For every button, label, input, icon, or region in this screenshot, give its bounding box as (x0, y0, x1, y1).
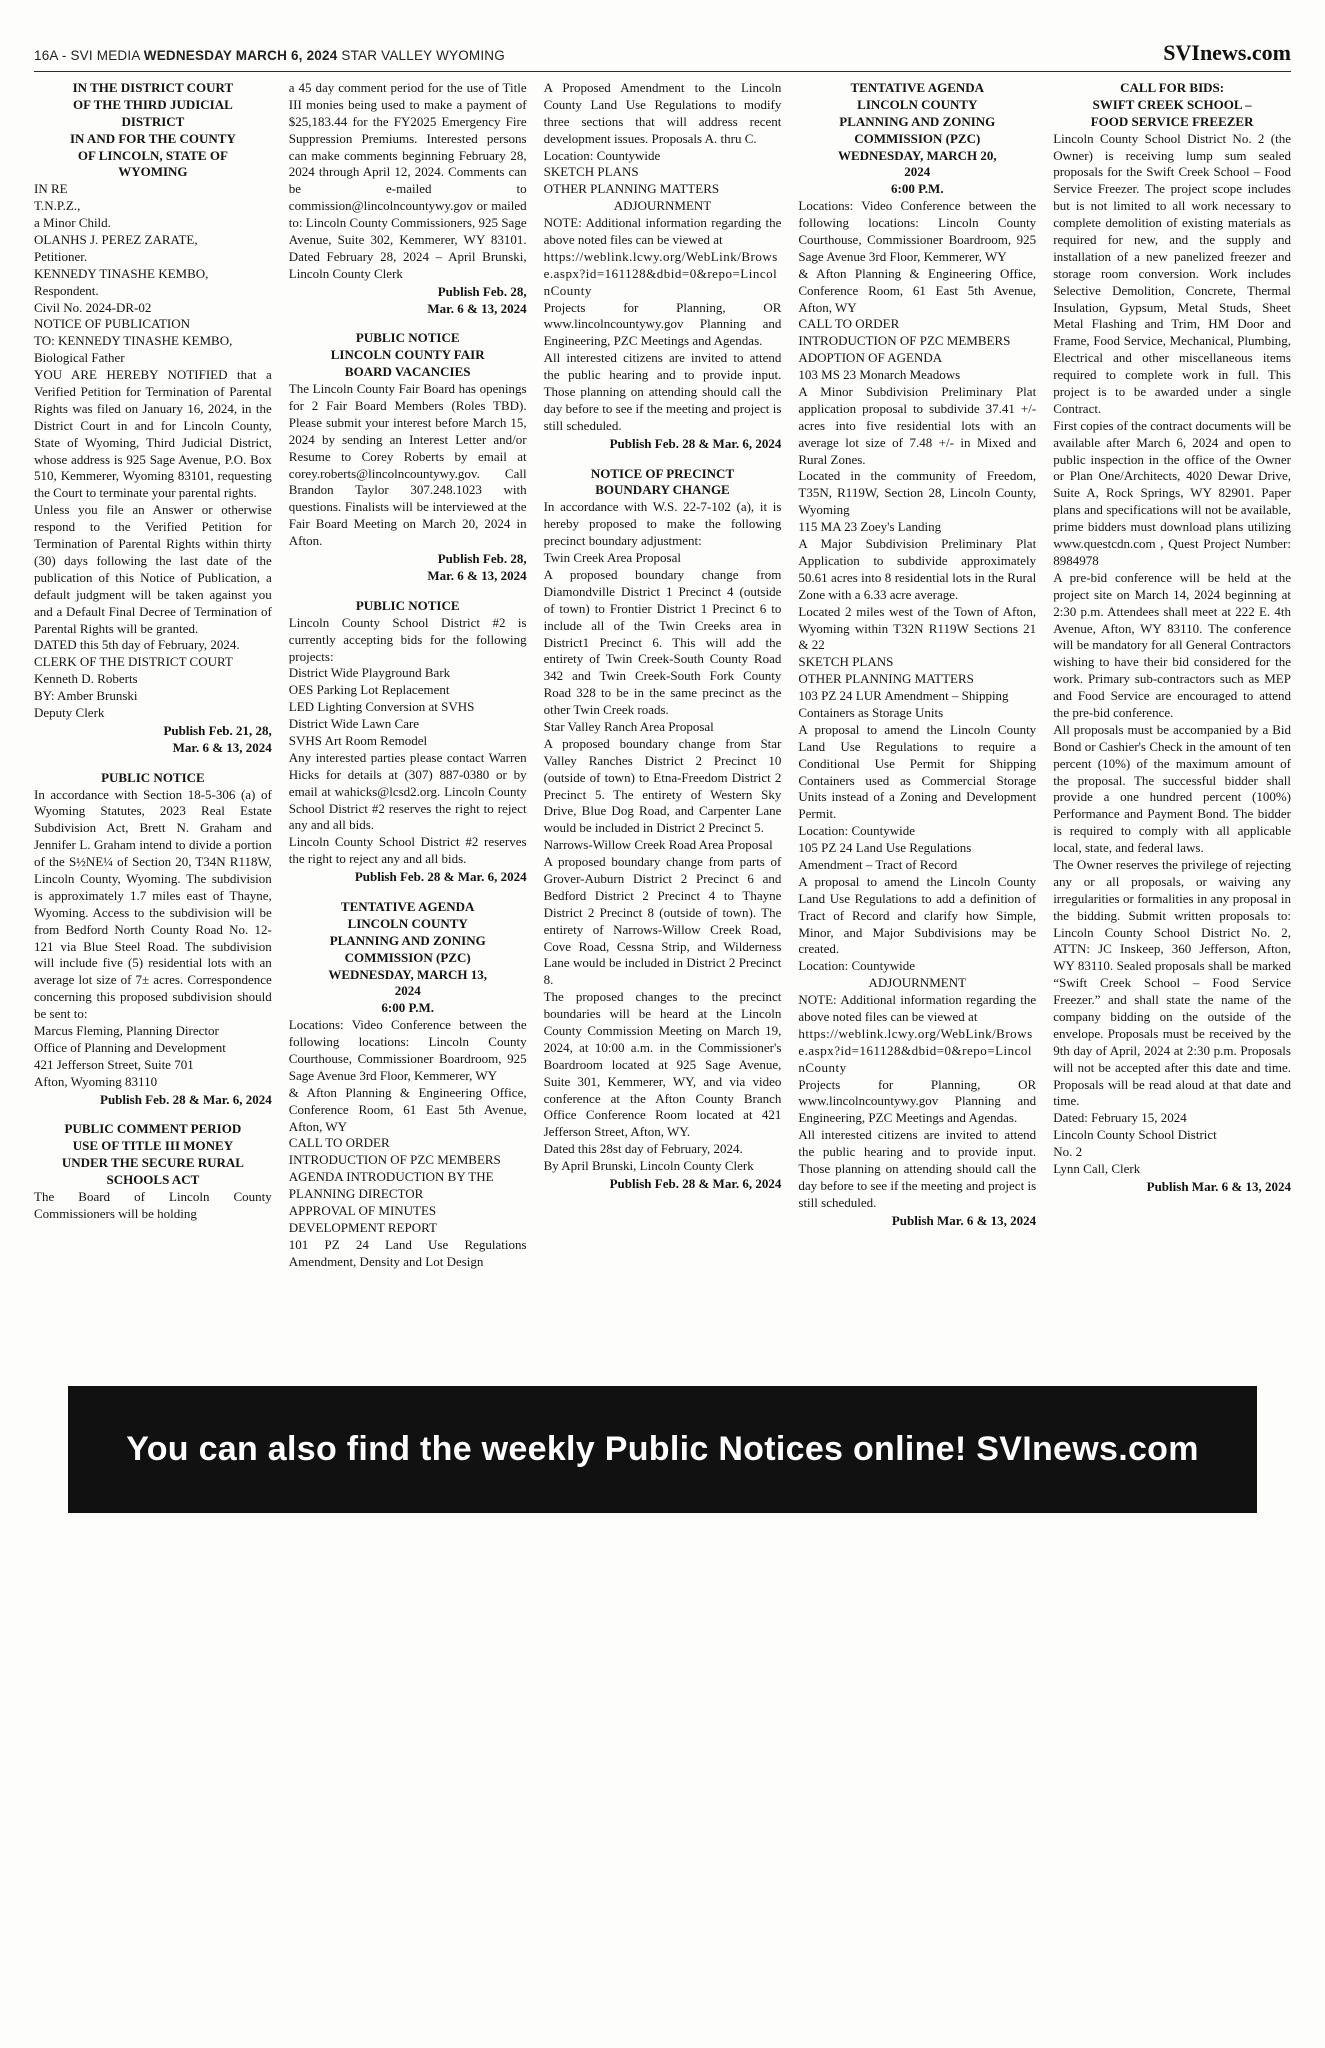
notice-line: PUBLIC NOTICE (355, 597, 460, 613)
notice-line: SVHS Art Room Remodel (288, 732, 428, 748)
public-notices-banner (68, 1386, 1257, 1513)
notice-line: Star Valley Ranch Area Proposal (543, 718, 714, 734)
notice-paragraph: A Proposed Amendment to the Lincoln County Land Use Regulations to modify three sections that will address recent development issues. Proposals A. thru C. (543, 80, 782, 146)
notice-line: District Wide Lawn Care (288, 716, 420, 732)
publish-line (289, 869, 527, 886)
notice-line: a Minor Child. (34, 215, 111, 231)
notice-line: 421 Jefferson Street, Suite 701 (34, 1056, 194, 1072)
publish-line (34, 723, 272, 757)
notice-paragraph: All interested citizens are invited to attend the public hearing and to provide input. Those planning on attending should call the day before to see if the meeting and project is still scheduled. (798, 1127, 1037, 1210)
notice-line: LINCOLN COUNTY (347, 915, 468, 931)
notice-line: PLANNING AND ZONING (839, 113, 996, 129)
notice-heading (544, 466, 782, 500)
notice-line: Location: Countywide (798, 823, 916, 839)
notice-line: PUBLIC NOTICE (355, 330, 460, 346)
notice-line: 6:00 P.M. (890, 181, 944, 197)
notice-paragraph: Locations: Video Conference between the following locations: Lincoln County Courthouse, Commissioner Boardroom, 925 Sage Avenue 3rd Floor, Kemmerer, WY (798, 198, 1037, 264)
notice-lines (798, 823, 1036, 874)
notice-paragraph: A Minor Subdivision Preliminary Plat application proposal to subdivide 37.41 +/- acres into five residential lots with an average lot size of 7.48 +/- in Mixed and Rural Zones. (798, 384, 1037, 467)
notice-lines (544, 719, 782, 736)
notice-line: 103 PZ 24 LUR Amendment – Shipping Containers as Storage Units (798, 688, 1009, 720)
notice-paragraph: Lincoln County School District No. 2 (the Owner) is receiving lump sum sealed proposals for the Swift Creek School – Food Service Freezer. The project scope includes but is not limited to all work necessary to complete demolition of existing materials as required for new, and the supply and installation of a new panelized freezer and storage room conversion. Work includes Selective Demolition, Concrete, Thermal Insulation, Gypsum, Metal Studs, Sheet Metal Flashing and Trim, HM Door and Frame, Food Service, Mechanical, Plumbing, Electrical and other miscellaneous items required to complete work in full. This project is to be awarded under a single Contract. (1053, 130, 1291, 416)
notice-line: PUBLIC COMMENT PERIOD (64, 1121, 242, 1137)
notice-column-2 (289, 80, 527, 1372)
notice-line: INTRODUCTION OF PZC MEMBERS (288, 1152, 501, 1168)
notice-line: Publish Feb. 28 & Mar. 6, 2024 (609, 435, 782, 451)
publish-line (1053, 1179, 1291, 1196)
notice-line: OF THE THIRD JUDICIAL (73, 96, 233, 112)
notice-line: Deputy Clerk (34, 704, 105, 720)
notice-paragraph: Locations: Video Conference between the following locations: Lincoln County Courthouse, Commissioner Boardroom, 925 Sage Avenue 3rd Floor, Kemmerer, WY (288, 1017, 527, 1083)
notice-paragraph: All proposals must be accompanied by a Bid Bond or Cashier's Check in the amount of ten percent (10%) of the maximum amount of the proposal. The successful bidder shall provide a one hundred percent (100%) Performance and Payment Bond. The bidder is required to comply with all applicable local, state, and federal laws. (1053, 721, 1291, 856)
notice-line: T.N.P.Z., (34, 198, 81, 214)
publish-line (544, 436, 782, 453)
notice-lines (544, 148, 782, 199)
notice-lines (289, 1135, 527, 1236)
notice-paragraph: DATED this 5th day of February, 2024. (34, 637, 240, 653)
edition-info (34, 48, 505, 63)
notice-heading (289, 598, 527, 615)
notice-paragraph: Lincoln County School District #2 is currently accepting bids for the following projects: (288, 614, 527, 664)
notice-line: DISTRICT (121, 113, 185, 129)
notice-column-1 (34, 80, 272, 1372)
notice-line: No. 2 (1053, 1144, 1083, 1160)
banner-text: You can also find the weekly Public Notices online! SVInews.com (126, 1430, 1199, 1468)
notice-line: BOARD VACANCIES (344, 364, 471, 380)
notice-paragraph: Unless you file an Answer or otherwise respond to the Verified Petition for Termination of Parental Rights within thirty (30) days following the last date of the publication of this Notice of Publication, a default judgment will be taken against you and a Default Final Decree of Termination of Parental Rights will be granted. (34, 502, 272, 636)
notice-line: Respondent. (34, 282, 99, 298)
notice-line: 6:00 P.M. (381, 1000, 434, 1016)
notice-line: PLANNING AND ZONING (329, 932, 486, 948)
notice-paragraph: NOTE: Additional information regarding the above noted files can be viewed at (798, 992, 1037, 1024)
notice-line: Mar. 6 & 13, 2024 (427, 300, 527, 316)
notice-line: LINCOLN COUNTY (857, 96, 978, 112)
notice-paragraph: First copies of the contract documents will be available after March 6, 2024 and open to public inspection in the office of the Owner or Plan One/Architects, 4020 Dewar Drive, Suite A, Rock Springs, WY 82901. Paper plans and specifications will not be available, prime bidders must download plans utilizing www.questcdn.com , Quest Project Number: 8984978 (1053, 417, 1291, 568)
publish-line (289, 551, 527, 585)
edition-date: WEDNESDAY MARCH 6, 2024 (143, 48, 338, 63)
notice-line: Publish Feb. 28, (437, 283, 527, 299)
notice-lines (34, 654, 272, 722)
notice-line: COMMISSION (PZC) (854, 130, 981, 146)
notice-paragraph: The Owner reserves the privilege of rejecting any or all proposals, or waiving any irregularities or formalities in any proposal in the bidding. Submit written proposals to: Lincoln County School District No. 2, ATTN: JC Inskeep, 360 Jefferson, Afton, WY 83110. Sealed proposals shall be marked “Swift Creek School – Food Service Freezer.” and shall state the name of the company bidding on the outside of the envelope. Proposals must be received by the 9th day of April, 2024 at 2:30 p.m. Proposals will not be accepted after this date and time. Proposals will be read aloud at that date and time. (1053, 856, 1291, 1109)
notice-line: FOOD SERVICE FREEZER (1090, 113, 1254, 129)
notice-paragraph: YOU ARE HEREBY NOTIFIED that a Verified Petition for Termination of Parental Rights was filed on January 16, 2024, in the District Court in and for Lincoln County, State of Wyoming, Third Judicial District, whose address is 925 Sage Avenue, P.O. Box 510, Kemmerer, Wyoming 83101, requesting the Court to terminate your parental rights. (34, 367, 272, 501)
notice-line: SCHOOLS ACT (106, 1172, 200, 1188)
notice-paragraph: Any interested parties please contact Warren Hicks for details at (307) 887-0380 or by email at wahicks@lcsd2.org. Lincoln County School District #2 reserves the right to reject any and all bids. (288, 749, 527, 833)
notice-line: DEVELOPMENT REPORT (288, 1219, 437, 1235)
notice-line: Petitioner. (34, 248, 88, 264)
notice-line: SKETCH PLANS (543, 164, 639, 180)
notice-line: KENNEDY TINASHE KEMBO, (34, 265, 209, 281)
notice-line: LED Lighting Conversion at SVHS (288, 699, 475, 715)
publish-line (544, 1176, 782, 1193)
notice-lines (798, 316, 1036, 384)
edition-location: STAR VALLEY WYOMING (337, 48, 505, 63)
notice-paragraph: 101 PZ 24 Land Use Regulations Amendment, Density and Lot Design (288, 1236, 527, 1269)
notice-line: TENTATIVE AGENDA (340, 898, 475, 914)
notice-paragraph: Lincoln County School District #2 reserves the right to reject any and all bids. (288, 834, 527, 867)
notice-line: Publish Mar. 6 & 13, 2024 (1146, 1178, 1291, 1194)
notice-line: Kenneth D. Roberts (34, 671, 138, 687)
notice-line: 2024 (394, 983, 421, 999)
notice-paragraph: The proposed changes to the precinct boundaries will be heard at the Lincoln County Commission Meeting on March 19, 2024, at 10:00 a.m. in the Commissioner's Boardroom located at 925 Sage Avenue, Suite 301, Kemmerer, WY, and via video conference at the Afton County Branch Office Conference Room located at 421 Jefferson Street, Afton, WY. (543, 989, 782, 1140)
notice-lines (798, 958, 1036, 975)
notice-heading (798, 80, 1036, 198)
notice-line: WEDNESDAY, MARCH 20, (837, 147, 997, 163)
notice-line: TENTATIVE AGENDA (850, 80, 985, 95)
notice-paragraph: In accordance with Section 18-5-306 (a) of Wyoming Statutes, 2023 Real Estate Subdivision Act, Brett N. Graham and Jennifer L. Graham intend to divide a portion of the S½NE¼ of Section 20, T34N R118W, Lincoln County, Wyoming. The subdivision is approximately 1.7 miles east of Thayne, Wyoming. Access to the subdivision will be from Bedford North County Road No. 12-121 via Blue Steel Road. The subdivision will include five (5) residential lots with an average lot size of 7± acres. Correspondence concerning this proposed subdivision should be sent to: (34, 786, 272, 1022)
notice-line: 2024 (904, 164, 931, 180)
notice-line: CALL FOR BIDS: (1120, 80, 1225, 95)
notice-paragraph: In accordance with W.S. 22-7-102 (a), it is hereby proposed to make the following precinct boundary adjustment: (543, 499, 782, 549)
notice-line: Publish Mar. 6 & 13, 2024 (891, 1212, 1037, 1228)
notice-line: Location: Countywide (543, 147, 661, 163)
notice-paragraph: a 45 day comment period for the use of Title III monies being used to make a payment of $25,183.44 for the FY2025 Emergency Fire Suppression Premiums. Interested persons can make comments beginning February 28, 2024 through April 12, 2024. Comments can be e-mailed to commission@lincolncountywy.gov or mailed to: Lincoln County Commissioners, 925 Sage Avenue, Suite 302, Kemmerer, WY 83101. Dated February 28, 2024 – April Brunski, Lincoln County Clerk (288, 80, 527, 281)
notice-line: Publish Feb. 28, (437, 551, 527, 567)
notice-line: OTHER PLANNING MATTERS (543, 181, 720, 197)
notice-line: APPROVAL OF MINUTES (288, 1203, 437, 1218)
notice-paragraph: Narrows-Willow Creek Road Area Proposal (543, 837, 773, 853)
notice-line: INTRODUCTION OF PZC MEMBERS (798, 333, 1011, 349)
notice-paragraph: Located 2 miles west of the Town of Afton, Wyoming within T32N R119W Sections 21 & 22 (798, 603, 1037, 653)
notice-paragraph: The Board of Lincoln County Commissioners will be holding (34, 1189, 272, 1221)
notice-paragraph: Projects for Planning, OR www.lincolncountywy.gov Planning and Engineering, PZC Meetings and Agendas. (543, 299, 782, 349)
notice-heading (289, 330, 527, 381)
notice-paragraph: Projects for Planning, OR www.lincolncountywy.gov Planning and Engineering, PZC Meetings and Agendas. (798, 1076, 1037, 1126)
notice-line: OF LINCOLN, STATE OF (77, 147, 228, 163)
notice-url: https://weblink.lcwy.org/WebLink/Browse.aspx?id=161128&dbid=0&repo=LincolnCounty (543, 248, 778, 298)
notice-line: Dated: February 15, 2024 (1053, 1110, 1187, 1126)
notice-paragraph: A pre-bid conference will be held at the project site on March 14, 2024 beginning at 2:30 p.m. Attendees shall meet at 222 E. 4th Avenue, Afton, WY 83110. The conference will be mandatory for all General Contractors wishing to have their bid considered for the work. Primary sub-contractors such as MEP and Food Service are encouraged to attend the pre-bid conference. (1053, 569, 1291, 720)
notice-lines (544, 550, 782, 567)
public-notices-columns (34, 80, 1291, 1372)
notice-line: SKETCH PLANS (798, 654, 894, 670)
notice-paragraph: A proposed boundary change from Diamondville District 1 Precinct 4 (outside of town) to Frontier District 1 Precinct 6 to include all of the Twin Creeks area in District1 Precinct 6. This will add the entirety of Twin Creek-South County Road 342 and Twin Creek-South Fork County Road 328 to be in the same precinct as the other Twin Creek roads. (543, 566, 782, 718)
notice-line: AGENDA INTRODUCTION BY THE PLANNING DIRECTOR (288, 1169, 494, 1202)
notice-column-5 (1053, 80, 1291, 1372)
notice-paragraph: A Major Subdivision Preliminary Plat Application to subdivide approximately 50.61 acres into 8 residential lots in the Rural Zone with a 6.33 acre average. (798, 536, 1037, 602)
notice-line: OTHER PLANNING MATTERS (798, 671, 974, 687)
notice-line: 103 MS 23 Monarch Meadows (798, 367, 961, 383)
notice-line: CALL TO ORDER (798, 316, 900, 332)
notice-line: TO: KENNEDY TINASHE KEMBO, Biological Father (34, 333, 233, 366)
notice-line: IN RE (34, 181, 68, 197)
notice-line: BY: Amber Brunski (34, 688, 138, 704)
notice-paragraph: & Afton Planning & Engineering Office, Conference Room, 61 East 5th Avenue, Afton, WY (798, 265, 1037, 315)
notice-line: Publish Feb. 21, 28, (163, 722, 272, 738)
notice-lines (798, 519, 1036, 536)
site-name: SVInews.com (1163, 40, 1291, 65)
notice-paragraph: Located in the community of Freedom, T35N, R119W, Section 28, Lincoln County, Wyoming (798, 468, 1037, 518)
notice-line: PUBLIC NOTICE (101, 769, 205, 785)
notice-line: Location: Countywide (798, 958, 916, 974)
notice-line: BOUNDARY CHANGE (595, 482, 730, 498)
notice-heading (1053, 80, 1291, 131)
notice-paragraph: By April Brunski, Lincoln County Clerk (543, 1158, 754, 1174)
notice-heading (34, 1121, 272, 1189)
notice-centered-line: ADJOURNMENT (613, 198, 712, 214)
notice-paragraph: All interested citizens are invited to attend the public hearing and to provide input. Those planning on attending should call the day before to see if the meeting and project is still scheduled. (543, 350, 782, 433)
notice-lines (34, 181, 272, 367)
notice-line: Publish Feb. 28 & Mar. 6, 2024 (100, 1091, 272, 1107)
publish-line (798, 1213, 1036, 1230)
notice-line: Lincoln County School District (1053, 1127, 1217, 1143)
notice-line: Office of Planning and Development (34, 1039, 226, 1055)
notice-paragraph: The Lincoln County Fair Board has openings for 2 Fair Board Members (Roles TBD). Please submit your interest before March 15, 2024 by sending an Interest Letter and/or Resume to Corey Roberts by email at corey.roberts@lincolncountywy.gov. Call Brandon Taylor 307.248.1023 with questions. Finalists will be interviewed at the Fair Board Meeting on March 20, 2024 in Afton. (288, 381, 527, 549)
notice-line: CALL TO ORDER (288, 1135, 390, 1151)
notice-line: UNDER THE SECURE RURAL (61, 1155, 244, 1171)
notice-line: District Wide Playground Bark (288, 665, 451, 681)
notice-line: Twin Creek Area Proposal (543, 550, 681, 566)
notice-line: Mar. 6 & 13, 2024 (427, 567, 527, 583)
notice-url: https://weblink.lcwy.org/WebLink/Browse.aspx?id=161128&dbid=0&repo=LincolnCounty (798, 1025, 1033, 1075)
notice-lines (798, 654, 1036, 722)
notice-line: 115 MA 23 Zoey's Landing (798, 519, 942, 535)
notice-line: Publish Feb. 28 & Mar. 6, 2024 (609, 1176, 782, 1191)
page-header (34, 40, 1291, 72)
notice-paragraph: Dated this 28st day of February, 2024. (543, 1141, 743, 1157)
notice-heading (289, 899, 527, 1017)
notice-lines (1053, 1110, 1291, 1178)
notice-lines (289, 665, 527, 749)
notice-heading (34, 80, 272, 181)
notice-line: USE OF TITLE III MONEY (72, 1138, 234, 1154)
notice-line: Civil No. 2024-DR-02 (34, 299, 152, 315)
notice-line: ADOPTION OF AGENDA (798, 350, 943, 366)
notice-heading (34, 770, 272, 787)
notice-column-3 (544, 80, 782, 1372)
notice-column-4 (798, 80, 1036, 1372)
notice-line: Lynn Call, Clerk (1053, 1161, 1141, 1176)
notice-line: Afton, Wyoming 83110 (34, 1073, 158, 1089)
notice-paragraph: NOTE: Additional information regarding the above noted files can be viewed at (543, 215, 782, 248)
page-number: 16A - SVI MEDIA (34, 48, 144, 63)
notice-line: 105 PZ 24 Land Use Regulations Amendment – Tract of Record (798, 840, 972, 872)
notice-line: IN AND FOR THE COUNTY (69, 130, 236, 146)
notice-paragraph: A proposed boundary change from parts of Grover-Auburn District 2 Precinct 6 and Bedford District 2 Precinct 4 to Thayne District 2 Precinct 8 (outside of town). The entirety of Narrows-Willow Creek Road, Cove Road, Cessna Strip, and Wilderness Lane would be included in District 2 Precinct 8. (543, 854, 782, 988)
notice-line: OES Parking Lot Replacement (288, 682, 450, 698)
notice-line: IN THE DISTRICT COURT (72, 80, 234, 95)
notice-line: WYOMING (118, 164, 188, 180)
notice-line: CLERK OF THE DISTRICT COURT (34, 654, 233, 670)
notice-paragraph: & Afton Planning & Engineering Office, Conference Room, 61 East 5th Avenue, Afton, WY (288, 1084, 527, 1134)
notice-centered-line: ADJOURNMENT (868, 975, 967, 991)
notice-line: NOTICE OF PUBLICATION (34, 316, 190, 332)
notice-line: Marcus Fleming, Planning Director (34, 1022, 219, 1038)
notice-line: COMMISSION (PZC) (344, 949, 471, 965)
notice-line: Mar. 6 & 13, 2024 (172, 739, 272, 755)
notice-line: NOTICE OF PRECINCT (590, 465, 735, 481)
notice-line: SWIFT CREEK SCHOOL – (1092, 96, 1252, 112)
notice-lines (34, 1023, 272, 1091)
notice-paragraph: A proposal to amend the Lincoln County Land Use Regulations to require a Conditional Use Permit for Shipping Containers used as Commercial Storage Units instead of a Zoning and Development Permit. (798, 721, 1037, 822)
publish-line (289, 284, 527, 318)
notice-line: OLANHS J. PEREZ ZARATE, (34, 232, 198, 248)
notice-paragraph: A proposal to amend the Lincoln County Land Use Regulations to add a definition of Tract of Record and clarify how Simple, Minor, and Major Subdivisions may be created. (798, 873, 1037, 957)
notice-line: LINCOLN COUNTY FAIR (330, 347, 485, 363)
notice-paragraph: A proposed boundary change from Star Valley Ranches District 2 Precinct 10 (outside of town) to Etna-Freedom District 2 Precinct 5. The entirety of Western Sky Drive, Blue Dog Road, and Carpenter Lane would be included in District 2 Precinct 5. (543, 735, 782, 836)
publish-line (34, 1092, 272, 1109)
notice-line: Publish Feb. 28 & Mar. 6, 2024 (354, 869, 527, 885)
notice-line: WEDNESDAY, MARCH 13, (328, 966, 488, 982)
